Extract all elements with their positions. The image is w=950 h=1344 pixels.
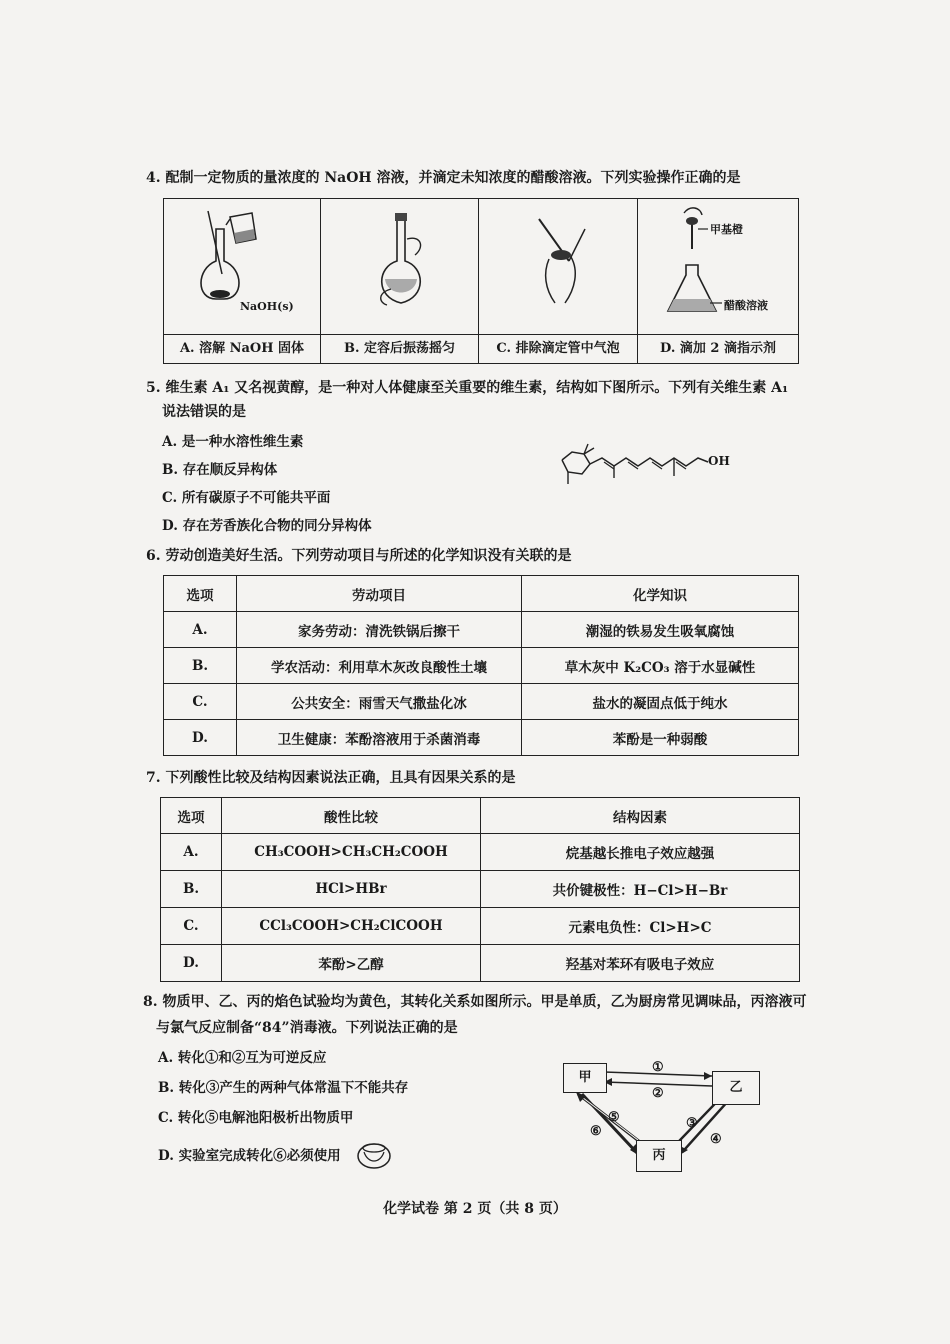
q8-option-d: D. 实验室完成转化⑥必须使用 — [158, 1148, 341, 1164]
table-row — [164, 648, 799, 684]
table-row — [164, 684, 799, 720]
q6-table — [163, 575, 799, 756]
q7-header-row — [161, 798, 800, 834]
q6-row-c-labor: 公共安全：雨雪天气撒盐化冰 — [237, 684, 522, 720]
q5-stem-line1: 5. 维生素 A₁ 又名视黄醇，是一种对人体健康至关重要的维生素，结构如下图所示。下列有关维生素 A₁ — [146, 380, 789, 396]
q6-row-c-option: C. — [164, 684, 237, 720]
q6-row-c-knowledge: 盐水的凝固点低于纯水 — [522, 684, 799, 720]
q7-header-option: 选项 — [161, 798, 222, 834]
q6-header-knowledge: 化学知识 — [522, 576, 799, 612]
q4-caption-c: C. 排除滴定管中气泡 — [479, 334, 637, 363]
q8-arrow-1-label: ① — [652, 1060, 664, 1075]
table-row — [161, 834, 800, 871]
q8-stem-line2: 与氯气反应制备“84”消毒液。下列说法正确的是 — [156, 1020, 458, 1036]
q4-cell-b — [321, 199, 479, 363]
q6-row-d-knowledge: 苯酚是一种弱酸 — [522, 720, 799, 756]
table-row — [161, 871, 800, 908]
q6-row-a-knowledge: 潮湿的铁易发生吸氧腐蚀 — [522, 612, 799, 648]
q8-arrow-2-label: ② — [652, 1086, 664, 1101]
q4-figure-table — [163, 198, 799, 364]
q8-node-bing: 丙 — [636, 1140, 682, 1172]
q6-row-b-option: B. — [164, 648, 237, 684]
q5-stem-line2: 说法错误的是 — [162, 404, 246, 420]
q6-row-d-option: D. — [164, 720, 237, 756]
q8-arrow-6-label: ⑥ — [590, 1124, 602, 1139]
table-row — [164, 720, 799, 756]
q7-row-b-structure: 共价键极性：H−Cl>H−Br — [481, 871, 800, 908]
q6-row-a-option: A. — [164, 612, 237, 648]
q7-header-acidity: 酸性比较 — [222, 798, 481, 834]
crucible-icon — [354, 1136, 394, 1172]
table-row — [164, 612, 799, 648]
q6-header-row — [164, 576, 799, 612]
q4-cell-a — [164, 199, 321, 363]
q4-caption-d: D. 滴加 2 滴指示剂 — [638, 334, 798, 363]
q8-arrow-5-label: ⑤ — [608, 1110, 620, 1125]
q6-row-a-labor: 家务劳动：清洗铁锅后擦干 — [237, 612, 522, 648]
q7-row-a-structure: 烷基越长推电子效应越强 — [481, 834, 800, 871]
q8-option-a: A. 转化①和②互为可逆反应 — [158, 1050, 327, 1066]
q4-acid-label: 醋酸溶液 — [724, 299, 768, 312]
q6-row-b-knowledge: 草木灰中 K₂CO₃ 溶于水显碱性 — [522, 648, 799, 684]
flask-shaking-icon — [321, 199, 477, 333]
q7-row-a-acidity: CH₃COOH>CH₃CH₂COOH — [222, 834, 481, 871]
table-row — [161, 908, 800, 945]
q8-node-jia: 甲 — [563, 1063, 607, 1093]
q5-option-b: B. 存在顺反异构体 — [162, 462, 278, 478]
page-footer: 化学试卷 第 2 页（共 8 页） — [383, 1201, 567, 1217]
q7-row-d-acidity: 苯酚>乙醇 — [222, 945, 481, 982]
q6-header-option: 选项 — [164, 576, 237, 612]
q7-row-c-acidity: CCl₃COOH>CH₂ClCOOH — [222, 908, 481, 945]
q6-stem: 6. 劳动创造美好生活。下列劳动项目与所述的化学知识没有关联的是 — [146, 548, 572, 564]
q8-stem-line1: 8. 物质甲、乙、丙的焰色试验均为黄色，其转化关系如图所示。甲是单质，乙为厨房常见调味品，丙溶液可 — [143, 994, 807, 1010]
q5-oh-label: OH — [708, 454, 730, 468]
q4-cell-c — [479, 199, 638, 363]
q6-row-b-labor: 学农活动：利用草木灰改良酸性土壤 — [237, 648, 522, 684]
q5-option-c: C. 所有碳原子不可能共平面 — [162, 490, 331, 506]
q8-arrow-3-label: ③ — [686, 1116, 698, 1131]
q6-row-d-labor: 卫生健康：苯酚溶液用于杀菌消毒 — [237, 720, 522, 756]
q7-row-d-option: D. — [161, 945, 222, 982]
q7-stem: 7. 下列酸性比较及结构因素说法正确，且具有因果关系的是 — [146, 770, 516, 786]
q5-option-d: D. 存在芳香族化合物的同分异构体 — [162, 518, 372, 534]
q4-stem: 4. 配制一定物质的量浓度的 NaOH 溶液，并滴定未知浓度的醋酸溶液。下列实验操作正确的是 — [146, 170, 741, 186]
table-row — [161, 945, 800, 982]
q7-row-c-option: C. — [161, 908, 222, 945]
q7-row-b-option: B. — [161, 871, 222, 908]
q4-naoh-label: NaOH(s) — [240, 300, 294, 313]
q7-header-structure: 结构因素 — [481, 798, 800, 834]
q8-arrow-4-label: ④ — [710, 1132, 722, 1147]
q4-indicator-label: 甲基橙 — [710, 223, 743, 236]
q4-caption-b: B. 定容后振荡摇匀 — [321, 334, 478, 363]
q8-node-yi: 乙 — [712, 1071, 760, 1105]
q7-row-c-structure: 元素电负性：Cl>H>C — [481, 908, 800, 945]
q7-row-b-acidity: HCl>HBr — [222, 871, 481, 908]
q8-option-c: C. 转化⑤电解池阳极析出物质甲 — [158, 1110, 354, 1126]
q7-row-a-option: A. — [161, 834, 222, 871]
q4-caption-a: A. 溶解 NaOH 固体 — [164, 334, 320, 363]
q8-option-b: B. 转化③产生的两种气体常温下不能共存 — [158, 1080, 409, 1096]
q4-cell-d — [638, 199, 798, 363]
q7-row-d-structure: 羟基对苯环有吸电子效应 — [481, 945, 800, 982]
q5-option-a: A. 是一种水溶性维生素 — [162, 434, 304, 450]
retinol-structure-icon — [548, 440, 728, 488]
q6-header-labor: 劳动项目 — [237, 576, 522, 612]
burette-bubble-icon — [479, 199, 636, 333]
q7-table — [160, 797, 800, 982]
conical-flask-icon — [638, 199, 796, 333]
